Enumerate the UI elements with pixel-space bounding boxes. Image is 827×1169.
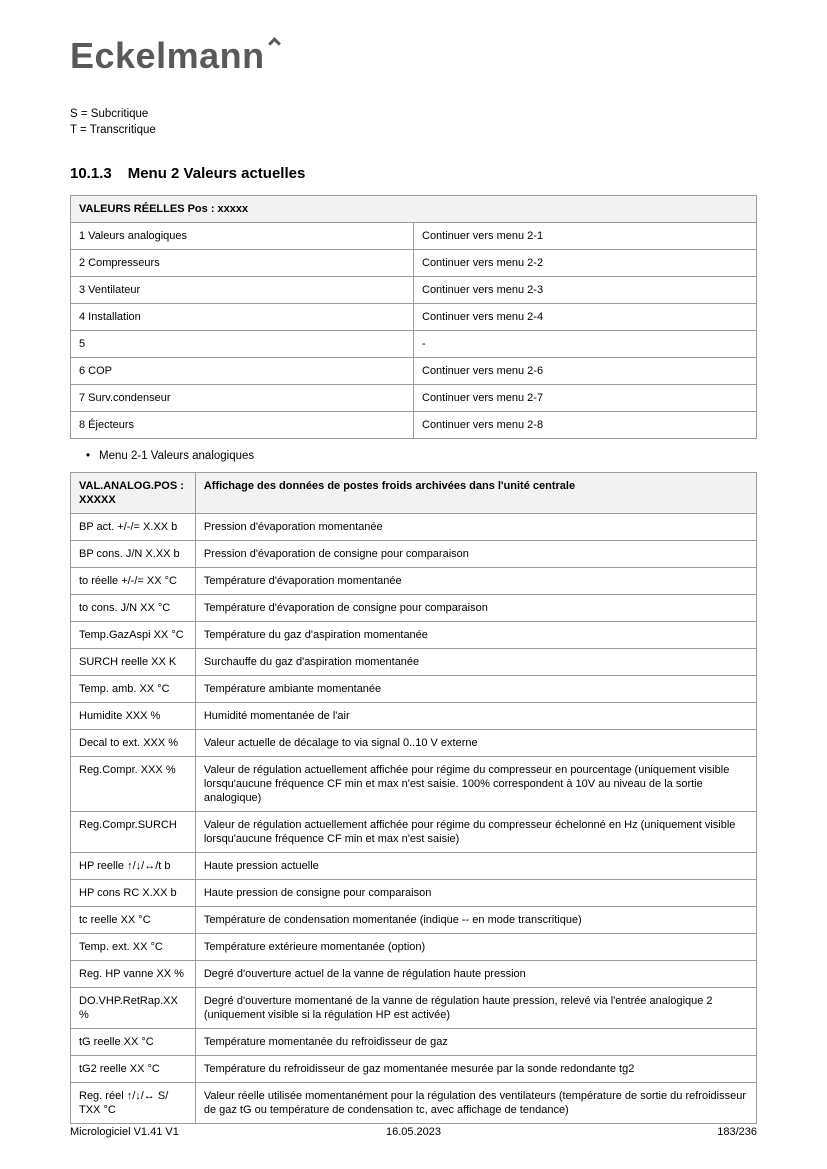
logo-mark-icon <box>268 37 281 50</box>
menu-table-row <box>71 277 757 304</box>
logo-text: Eckelmann <box>70 35 265 76</box>
param-cell: tG reelle XX °C <box>71 1029 196 1056</box>
company-logo <box>70 34 757 80</box>
values-table-row <box>71 514 757 541</box>
values-table <box>70 472 757 1124</box>
values-table-row <box>71 907 757 934</box>
menu-table-row <box>71 304 757 331</box>
description-cell: Température du refroidisseur de gaz momentanée mesurée par la sonde redondante tg2 <box>195 1056 756 1083</box>
menu2-table-body <box>71 223 757 439</box>
bullet-list-item <box>86 448 757 464</box>
menu2-table <box>70 195 757 439</box>
description-cell: Pression d'évaporation momentanée <box>195 514 756 541</box>
values-table-row <box>71 568 757 595</box>
description-cell: Degré d'ouverture actuel de la vanne de régulation haute pression <box>195 961 756 988</box>
legend-line-subcritique: S = Subcritique <box>70 108 149 120</box>
description-cell: Température ambiante momentanée <box>195 676 756 703</box>
param-cell: Temp. amb. XX °C <box>71 676 196 703</box>
menu-item-label: 6 COP <box>71 358 414 385</box>
menu-table-row <box>71 385 757 412</box>
footer-date: 16.05.2023 <box>385 1126 442 1138</box>
heading-number: 10.1.3 <box>70 165 112 182</box>
param-cell: Temp.GazAspi XX °C <box>71 622 196 649</box>
menu2-table-header-row <box>71 196 757 223</box>
description-cell: Valeur réelle utilisée momentanément pour la régulation des ventilateurs (température de sortie du refroidisseur de gaz tG ou température de condensation tc, avec affichage de tendance) <box>195 1083 756 1124</box>
footer-page-number: 183/236 <box>717 1126 757 1138</box>
values-table-row <box>71 730 757 757</box>
menu-item-target: Continuer vers menu 2-4 <box>414 304 757 331</box>
values-table-row <box>71 853 757 880</box>
menu-item-label: 7 Surv.condenseur <box>71 385 414 412</box>
description-cell: Pression d'évaporation de consigne pour comparaison <box>195 541 756 568</box>
values-table-row <box>71 676 757 703</box>
description-cell: Température de condensation momentanée (indique -- en mode transcritique) <box>195 907 756 934</box>
values-table-row <box>71 595 757 622</box>
param-cell: tG2 reelle XX °C <box>71 1056 196 1083</box>
heading-title: Menu 2 Valeurs actuelles <box>127 165 306 182</box>
menu-table-row <box>71 223 757 250</box>
values-table-row <box>71 703 757 730</box>
menu-item-label: 1 Valeurs analogiques <box>71 223 414 250</box>
footer-firmware-version: Micrologiciel V1.41 V1 <box>70 1126 179 1138</box>
param-cell: HP reelle ↑/↓/↔/t b <box>71 853 196 880</box>
menu-table-row <box>71 331 757 358</box>
menu-table-row <box>71 412 757 439</box>
param-cell: to cons. J/N XX °C <box>71 595 196 622</box>
param-cell: Reg.Compr.SURCH <box>71 812 196 853</box>
param-cell: DO.VHP.RetRap.XX % <box>71 988 196 1029</box>
menu-item-label: 8 Éjecteurs <box>71 412 414 439</box>
section-heading <box>70 165 757 182</box>
values-table-row <box>71 961 757 988</box>
description-cell: Valeur actuelle de décalage to via signal 0..10 V externe <box>195 730 756 757</box>
param-cell: Reg.Compr. XXX % <box>71 757 196 812</box>
description-cell: Surchauffe du gaz d'aspiration momentanée <box>195 649 756 676</box>
values-table-header-row <box>71 473 757 514</box>
param-cell: BP cons. J/N X.XX b <box>71 541 196 568</box>
param-cell: HP cons RC X.XX b <box>71 880 196 907</box>
values-table-row <box>71 1083 757 1124</box>
legend-block <box>70 106 757 138</box>
description-cell: Température momentanée du refroidisseur de gaz <box>195 1029 756 1056</box>
menu-item-label: 5 <box>71 331 414 358</box>
values-table-row <box>71 622 757 649</box>
menu-item-target: Continuer vers menu 2-2 <box>414 250 757 277</box>
values-table-row <box>71 541 757 568</box>
description-cell: Température extérieure momentanée (option) <box>195 934 756 961</box>
values-table-row <box>71 649 757 676</box>
menu-item-target: Continuer vers menu 2-6 <box>414 358 757 385</box>
description-cell: Humidité momentanée de l'air <box>195 703 756 730</box>
param-cell: to réelle +/-/= XX °C <box>71 568 196 595</box>
param-cell: Decal to ext. XXX % <box>71 730 196 757</box>
param-cell: BP act. +/-/= X.XX b <box>71 514 196 541</box>
description-cell: Haute pression actuelle <box>195 853 756 880</box>
param-cell: Humidite XXX % <box>71 703 196 730</box>
description-cell: Valeur de régulation actuellement affichée pour régime du compresseur échelonné en Hz (uniquement visible lorsqu'aucune fréquence CF min et max n'est saisie) <box>195 812 756 853</box>
menu-item-target: Continuer vers menu 2-8 <box>414 412 757 439</box>
menu-item-target: Continuer vers menu 2-7 <box>414 385 757 412</box>
menu-table-row <box>71 358 757 385</box>
values-table-row <box>71 988 757 1029</box>
menu-table-row <box>71 250 757 277</box>
values-table-header-description: Affichage des données de postes froids archivées dans l'unité centrale <box>195 473 756 514</box>
description-cell: Température du gaz d'aspiration momentanée <box>195 622 756 649</box>
description-cell: Haute pression de consigne pour comparaison <box>195 880 756 907</box>
param-cell: tc reelle XX °C <box>71 907 196 934</box>
values-table-row <box>71 880 757 907</box>
description-cell: Température d'évaporation momentanée <box>195 568 756 595</box>
menu-item-target: - <box>414 331 757 358</box>
values-table-row <box>71 1056 757 1083</box>
bullet-text: Menu 2-1 Valeurs analogiques <box>99 450 255 462</box>
menu-item-label: 3 Ventilateur <box>71 277 414 304</box>
page-footer <box>70 1125 757 1139</box>
param-cell: Reg. réel ↑/↓/↔ S/ TXX °C <box>71 1083 196 1124</box>
values-table-row <box>71 812 757 853</box>
values-table-row <box>71 757 757 812</box>
description-cell: Valeur de régulation actuellement affichée pour régime du compresseur en pourcentage (uniquement visible lorsqu'aucune fréquence CF min et max n'est saisie. 100% correspondent à 10V au niveau de la sortie analogique) <box>195 757 756 812</box>
param-cell: SURCH reelle XX K <box>71 649 196 676</box>
values-table-row <box>71 934 757 961</box>
description-cell: Température d'évaporation de consigne pour comparaison <box>195 595 756 622</box>
description-cell: Degré d'ouverture momentané de la vanne de régulation haute pression, relevé via l'entrée analogique 2 (uniquement visible si la régulation HP est activée) <box>195 988 756 1029</box>
legend-line-transcritique: T = Transcritique <box>70 124 156 136</box>
menu-item-target: Continuer vers menu 2-1 <box>414 223 757 250</box>
menu2-table-header: VALEURS RÉELLES Pos : xxxxx <box>71 196 757 223</box>
menu-item-label: 2 Compresseurs <box>71 250 414 277</box>
param-cell: Reg. HP vanne XX % <box>71 961 196 988</box>
param-cell: Temp. ext. XX °C <box>71 934 196 961</box>
menu-item-target: Continuer vers menu 2-3 <box>414 277 757 304</box>
bullet-marker: • <box>86 450 91 462</box>
values-table-header-param: VAL.ANALOG.POS : XXXXX <box>71 473 196 514</box>
values-table-body <box>71 514 757 1124</box>
menu-item-label: 4 Installation <box>71 304 414 331</box>
values-table-row <box>71 1029 757 1056</box>
